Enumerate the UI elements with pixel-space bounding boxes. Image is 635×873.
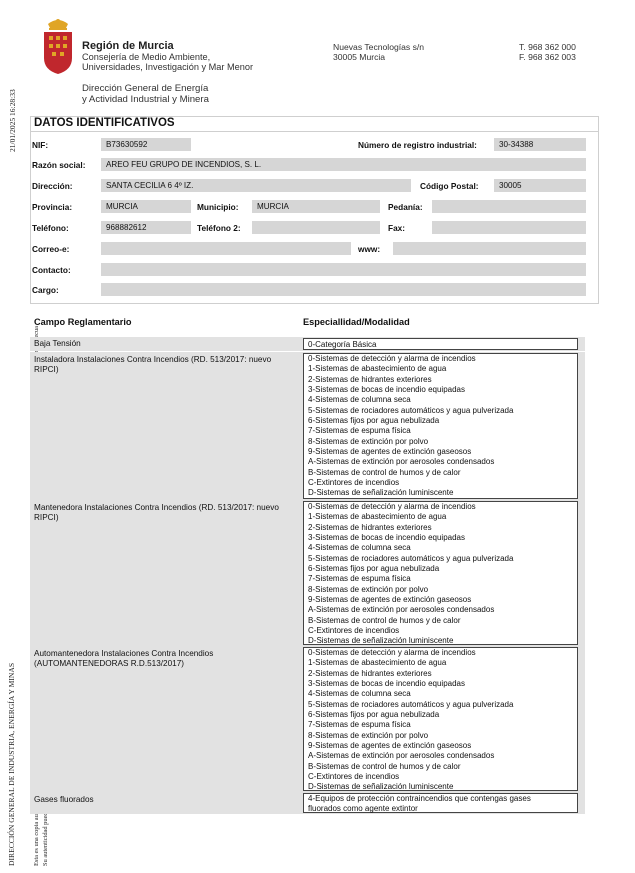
- telefono-label: Teléfono:: [32, 223, 69, 233]
- spec-item: 6-Sistemas fijos por agua nebulizada: [308, 564, 440, 574]
- spec-automantenedora: [303, 647, 578, 791]
- col-especialidad-header: Especiallidad/Modalidad: [303, 317, 410, 327]
- codigo-postal-field: 30005: [494, 179, 586, 192]
- spec-item: 1-Sistemas de abastecimiento de agua: [308, 512, 447, 522]
- spec-item: C-Extintores de incendios: [308, 626, 400, 636]
- spec-item: 0-Categoría Básica: [308, 340, 377, 349]
- dg-line2: y Actividad Industrial y Minera: [82, 94, 209, 105]
- www-label: www:: [358, 244, 381, 254]
- campo-gases-fluorados: Gases fluorados: [34, 795, 94, 804]
- spec-item: 8-Sistemas de extinción por polvo: [308, 584, 429, 594]
- spec-item: 3-Sistemas de bocas de incendio equipadas: [308, 679, 465, 689]
- municipio-field: MURCIA: [252, 200, 380, 213]
- municipio-label: Municipio:: [197, 202, 239, 212]
- spec-item: B-Sistemas de control de humos y de calor: [308, 467, 461, 477]
- campo-baja-tension: Baja Tensión: [34, 339, 81, 348]
- section-divider: [30, 131, 598, 132]
- spec-item: D-Sistemas de señalización luminiscente: [308, 488, 454, 498]
- region-crest-logo: [42, 18, 74, 76]
- spec-item: 7-Sistemas de espuma física: [308, 720, 411, 730]
- pedania-label: Pedanía:: [388, 202, 423, 212]
- spec-item: 0-Sistemas de detección y alarma de incendios: [308, 648, 476, 657]
- spec-item: 5-Sistemas de rociadores automáticos y agua pulverizada: [308, 553, 514, 563]
- spec-instaladora: [303, 353, 578, 499]
- nif-field: B73630592: [101, 138, 191, 151]
- spec-item: 4-Equipos de protección contraincendios que contengas gases: [308, 794, 531, 803]
- spec-item: A-Sistemas de extinción por aerosoles condensados: [308, 457, 495, 467]
- postal-address: [333, 42, 424, 62]
- campo-automantenedora: Automantenedora Instalaciones Contra Incendios (AUTOMANTENEDORAS R.D.513/2017): [34, 649, 214, 668]
- spec-item: 4-Sistemas de columna seca: [308, 543, 411, 553]
- dg-line1: Dirección General de Energía: [82, 83, 209, 94]
- spec-item: 1-Sistemas de abastecimiento de agua: [308, 658, 447, 668]
- contacto-label: Contacto:: [32, 265, 71, 275]
- spec-item: 1-Sistemas de abastecimiento de agua: [308, 364, 447, 374]
- spec-item: A-Sistemas de extinción por aerosoles condensados: [308, 751, 495, 761]
- codigo-postal-label: Código Postal:: [420, 181, 479, 191]
- col-campo-header: Campo Reglamentario: [34, 317, 132, 327]
- spec-item: C-Extintores de incendios: [308, 478, 400, 488]
- spec-item: 2-Sistemas de hidrantes exteriores: [308, 668, 432, 678]
- address-line1: Nuevas Tecnologías s/n: [333, 42, 425, 52]
- consejeria-line2: Universidades, Investigación y Mar Menor: [82, 62, 254, 72]
- provincia-label: Provincia:: [32, 202, 73, 212]
- nif-label: NIF:: [32, 140, 49, 150]
- spec-item: 6-Sistemas fijos por agua nebulizada: [308, 416, 440, 426]
- spec-item: A-Sistemas de extinción por aerosoles condensados: [308, 605, 495, 615]
- razon-social-field: AREO FEU GRUPO DE INCENDIOS, S. L.: [101, 158, 586, 171]
- spec-item: 0-Sistemas de detección y alarma de incendios: [308, 502, 476, 511]
- direccion-field: SANTA CECILIA 6 4º IZ.: [101, 179, 411, 192]
- telefono-field: 968882612: [101, 221, 191, 234]
- provincia-field: MURCIA: [101, 200, 191, 213]
- spec-item: D-Sistemas de señalización luminiscente: [308, 782, 454, 792]
- cargo-label: Cargo:: [32, 285, 59, 295]
- correo-label: Correo-e:: [32, 244, 70, 254]
- spec-item: 8-Sistemas de extinción por polvo: [308, 436, 429, 446]
- telefono2-label: Teléfono 2:: [197, 223, 241, 233]
- spec-item: 9-Sistemas de agentes de extinción gaseosos: [308, 741, 472, 751]
- spec-item: 5-Sistemas de rociadores automáticos y agua pulverizada: [308, 699, 514, 709]
- spec-item: 2-Sistemas de hidrantes exteriores: [308, 522, 432, 532]
- registro-field: 30-34388: [494, 138, 586, 151]
- www-field: [393, 242, 586, 255]
- direccion-label: Dirección:: [32, 181, 73, 191]
- spec-item: B-Sistemas de control de humos y de calor: [308, 761, 461, 771]
- fax-label: Fax:: [388, 223, 406, 233]
- side-timestamp: 21/01/2025 16:28:33: [8, 89, 17, 152]
- spec-item: D-Sistemas de señalización luminiscente: [308, 636, 454, 646]
- consejeria-line1: Consejería de Medio Ambiente,: [82, 52, 211, 62]
- telefono2-field: [252, 221, 380, 234]
- spec-item: 3-Sistemas de bocas de incendio equipadas: [308, 533, 465, 543]
- spec-item: 4-Sistemas de columna seca: [308, 395, 411, 405]
- razon-social-label: Razón social:: [32, 160, 86, 170]
- spec-item: fluorados como agente extintor: [308, 803, 418, 813]
- spec-item: 5-Sistemas de rociadores automáticos y agua pulverizada: [308, 405, 514, 415]
- org-name: Región de Murcia: [82, 40, 174, 52]
- cargo-field: [101, 283, 586, 296]
- spec-item: 7-Sistemas de espuma física: [308, 426, 411, 436]
- spec-item: 9-Sistemas de agentes de extinción gaseosos: [308, 447, 472, 457]
- contact-phones: [519, 42, 576, 62]
- spec-gases-fluorados: [303, 793, 578, 813]
- direccion-general-name: [82, 83, 302, 105]
- contacto-field: [101, 263, 586, 276]
- registro-label: Número de registro industrial:: [358, 140, 477, 150]
- spec-item: B-Sistemas de control de humos y de calor: [308, 615, 461, 625]
- spec-item: 0-Sistemas de detección y alarma de incendios: [308, 354, 476, 363]
- spec-item: 2-Sistemas de hidrantes exteriores: [308, 374, 432, 384]
- campo-mantenedora: Mantenedora Instalaciones Contra Incendios (RD. 513/2017: nuevo RIPCI): [34, 503, 279, 522]
- correo-field: [101, 242, 351, 255]
- phone-number: T. 968 362 000: [519, 42, 576, 52]
- spec-item: 3-Sistemas de bocas de incendio equipadas: [308, 385, 465, 395]
- section-title: DATOS IDENTIFICATIVOS: [34, 117, 175, 129]
- spec-mantenedora: [303, 501, 578, 645]
- spec-item: 9-Sistemas de agentes de extinción gaseosos: [308, 595, 472, 605]
- spec-baja-tension: [303, 338, 578, 350]
- spec-item: 8-Sistemas de extinción por polvo: [308, 730, 429, 740]
- side-department: DIRECCIÓN GENERAL DE INDUSTRIA, ENERGÍA Y MINAS: [7, 662, 16, 866]
- spec-item: 6-Sistemas fijos por agua nebulizada: [308, 710, 440, 720]
- pedania-field: [432, 200, 586, 213]
- spec-item: 7-Sistemas de espuma física: [308, 574, 411, 584]
- fax-number: F. 968 362 003: [519, 52, 576, 62]
- spec-item: C-Extintores de incendios: [308, 772, 400, 782]
- address-line2: 30005 Murcia: [333, 52, 386, 62]
- spec-item: 4-Sistemas de columna seca: [308, 689, 411, 699]
- campo-instaladora: Instaladora Instalaciones Contra Incendios (RD. 513/2017: nuevo RIPCI): [34, 355, 272, 374]
- consejeria-name: [82, 52, 282, 72]
- fax-field: [432, 221, 586, 234]
